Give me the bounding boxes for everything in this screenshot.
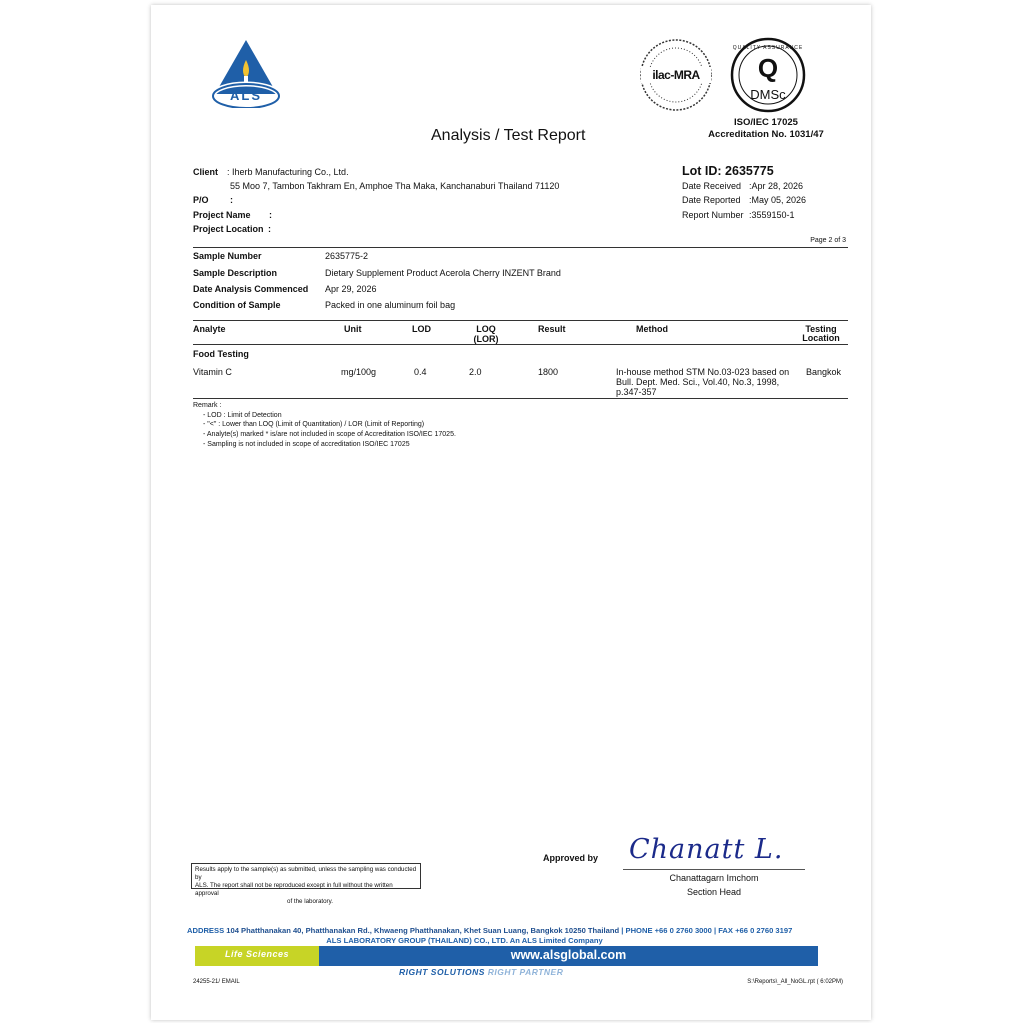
cell-method-line3: p.347-357 — [616, 387, 657, 397]
footer-address — [187, 926, 847, 935]
tagline-right-partner: RIGHT PARTNER — [484, 967, 564, 977]
date-received-value: :Apr 28, 2026 — [749, 181, 804, 191]
page-indicator: Page 2 of 3 — [810, 237, 846, 244]
remark-line: - LOD : Limit of Detection — [203, 412, 282, 419]
approver-name: Chanattagarn Imchom — [669, 873, 759, 883]
disclaimer-box — [191, 863, 421, 905]
col-location: Location — [802, 333, 840, 343]
po-value: : — [230, 195, 233, 205]
sample-description-value: Dietary Supplement Product Acerola Cherry INZENT Brand — [325, 268, 561, 278]
disclaimer-line: of the laboratory. — [287, 898, 333, 905]
cell-lod: 0.4 — [414, 367, 427, 377]
approver-title: Section Head — [686, 887, 742, 897]
form-code: 24255-21/ EMAIL — [193, 979, 240, 985]
disclaimer-line: Results apply to the sample(s) as submitted, unless the sampling was conducted by — [195, 866, 417, 881]
condition-label: Condition of Sample — [193, 300, 281, 310]
col-analyte: Analyte — [193, 324, 226, 334]
footer-banner — [195, 946, 818, 966]
website-label: www.alsglobal.com — [510, 948, 627, 962]
date-received-label: Date Received — [682, 181, 742, 191]
cell-method-line2: Bull. Dept. Med. Sci., Vol.40, No.3, 1998, — [616, 377, 780, 387]
project-location-label: Project Location — [193, 224, 264, 234]
report-path: S:\Reports\_All_NoGL.rpt ( 6:02PM) — [747, 979, 843, 985]
report-page — [151, 5, 871, 1020]
ilac-mra-label: ilac-MRA — [652, 68, 700, 82]
remark-line: - Analyte(s) marked * is/are not included in scope of Accreditation ISO/IEC 17025. — [203, 431, 456, 438]
dmsc-q-letter: Q — [757, 53, 779, 83]
als-logo — [209, 38, 283, 108]
divider — [193, 247, 848, 248]
divider — [193, 398, 848, 399]
accreditation-standard: ISO/IEC 17025 — [734, 117, 798, 128]
date-commenced-label: Date Analysis Commenced — [193, 284, 309, 294]
project-location-value: : — [268, 224, 271, 234]
report-number-value: :3559150-1 — [749, 210, 795, 220]
als-logo-text: ALS — [230, 88, 262, 103]
col-result: Result — [538, 324, 566, 334]
col-method: Method — [636, 324, 668, 334]
remark-title: Remark : — [193, 402, 222, 409]
col-unit: Unit — [344, 324, 362, 334]
col-testing: Testing — [805, 324, 837, 334]
col-lod: LOD — [412, 324, 431, 334]
cell-result: 1800 — [538, 367, 559, 377]
lot-id: Lot ID: 2635775 — [682, 164, 774, 178]
cell-location: Bangkok — [806, 367, 842, 377]
col-loq: LOQ — [476, 324, 496, 334]
remark-line: - Sampling is not included in scope of accreditation ISO/IEC 17025 — [203, 441, 410, 448]
report-title: Analysis / Test Report — [431, 127, 586, 144]
dmsc-text: DMSc — [750, 87, 786, 102]
client-label: Client — [193, 167, 219, 177]
date-reported-value: :May 05, 2026 — [749, 195, 807, 205]
division-label: Life Sciences — [224, 949, 290, 959]
signature: Chanatt L. — [629, 834, 784, 865]
cell-analyte: Vitamin C — [193, 367, 232, 377]
footer-phone: | PHONE +66 0 2760 3000 — [621, 926, 712, 935]
accreditation-number: Accreditation No. 1031/47 — [708, 129, 824, 140]
report-number-label: Report Number — [682, 210, 744, 220]
divider — [193, 344, 848, 345]
footer-company: ALS LABORATORY GROUP (THAILAND) CO., LTD. An ALS Limited Company — [326, 936, 603, 945]
dmsc-ring-text: QUALITY ASSURANCE — [732, 45, 804, 51]
signature-line — [623, 869, 805, 870]
footer-fax: | FAX +66 0 2760 3197 — [713, 926, 793, 935]
footer-address-text: 104 Phatthanakan 40, Phatthanakan Rd., Khwaeng Phatthanakan, Khet Suan Luang, Bangkok 10250 Thailand — [226, 926, 620, 935]
client-address: 55 Moo 7, Tambon Takhram En, Amphoe Tha Maka, Kanchanaburi Thailand 71120 — [230, 181, 560, 191]
cell-unit: mg/100g — [341, 367, 377, 377]
disclaimer-line: ALS. The report shall not be reproduced except in full without the written approval — [195, 882, 393, 897]
dmsc-badge — [728, 37, 808, 117]
col-lor: (LOR) — [473, 334, 499, 344]
cell-method-line1: In-house method STM No.03-023 based on — [616, 367, 790, 377]
tagline-right-solutions: RIGHT SOLUTIONS — [399, 967, 485, 977]
remark-line: - "<" : Lower than LOQ (Limit of Quantitation) / LOR (Limit of Reporting) — [203, 421, 425, 428]
footer-tagline — [399, 967, 563, 977]
sample-number-value: 2635775-2 — [325, 251, 369, 261]
cell-loq: 2.0 — [469, 367, 482, 377]
divider — [193, 320, 848, 321]
sample-description-label: Sample Description — [193, 268, 278, 278]
group-heading: Food Testing — [193, 349, 249, 359]
ilac-mra-badge — [638, 37, 714, 113]
date-reported-label: Date Reported — [682, 195, 741, 205]
approved-by-label: Approved by — [543, 853, 599, 863]
footer-address-prefix: ADDRESS — [187, 926, 225, 935]
sample-number-label: Sample Number — [193, 251, 262, 261]
date-commenced-value: Apr 29, 2026 — [325, 284, 377, 294]
project-name-label: Project Name — [193, 210, 251, 220]
client-value: : Iherb Manufacturing Co., Ltd. — [227, 167, 349, 177]
condition-value: Packed in one aluminum foil bag — [325, 300, 456, 310]
po-label: P/O — [193, 195, 209, 205]
project-name-value: : — [269, 210, 272, 220]
